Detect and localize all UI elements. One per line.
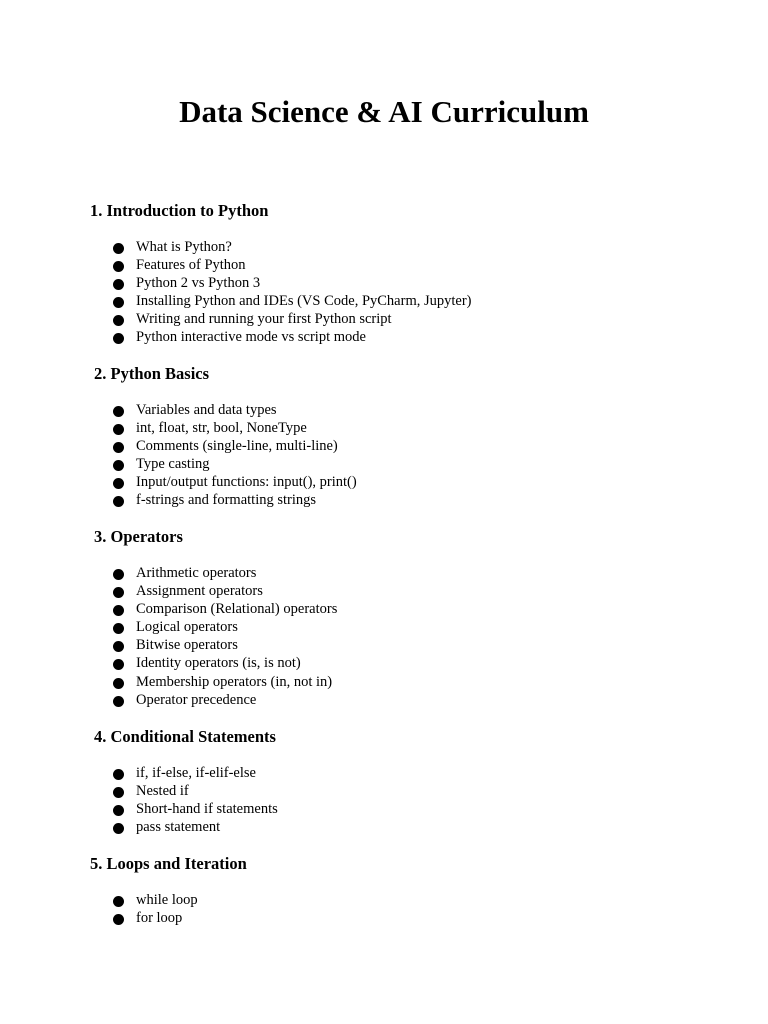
list-item-text: if, if-else, if-elif-else (136, 765, 256, 781)
bullet-icon (113, 805, 124, 816)
bullet-icon (113, 496, 124, 507)
section-heading: 3. Operators (94, 527, 183, 546)
bullet-icon (113, 623, 124, 634)
list-item-text: Type casting (136, 456, 210, 473)
list-item-text: Arithmetic operators (136, 565, 257, 581)
list-item-text: Installing Python and IDEs (VS Code, PyCharm, Jupyter) (136, 293, 472, 310)
list-item-text: Python interactive mode vs script mode (136, 329, 366, 346)
list-item-text: What is Python? (136, 239, 232, 255)
bullet-icon (113, 243, 124, 254)
bullet-icon (113, 478, 124, 489)
list-item-text: Identity operators (is, is not) (136, 655, 301, 672)
section-heading: 4. Conditional Statements (94, 727, 276, 746)
list-item-text: Variables and data types (136, 402, 277, 418)
list-item-text: Comments (single-line, multi-line) (136, 438, 338, 455)
list-item-text: Nested if (136, 783, 189, 800)
bullet-icon (113, 696, 124, 707)
list-item-text: int, float, str, bool, NoneType (136, 420, 307, 437)
bullet-icon (113, 678, 124, 689)
bullet-icon (113, 823, 124, 834)
bullet-icon (113, 406, 124, 417)
bullet-icon (113, 279, 124, 290)
bullet-icon (113, 315, 124, 326)
bullet-icon (113, 896, 124, 907)
list-item-text: Bitwise operators (136, 637, 238, 654)
list-item-text: Short-hand if statements (136, 801, 278, 818)
bullet-icon (113, 442, 124, 453)
section-heading: 1. Introduction to Python (90, 201, 269, 220)
bullet-icon (113, 460, 124, 471)
list-item-text: f-strings and formatting strings (136, 492, 317, 509)
section-heading: 2. Python Basics (94, 364, 210, 383)
bullet-icon (113, 424, 124, 435)
bullet-icon (113, 659, 124, 670)
list-item-text: Features of Python (136, 257, 246, 274)
list-item-text: for loop (136, 910, 183, 927)
document-title: Data Science & AI Curriculum (179, 94, 589, 129)
list-item-text: Comparison (Relational) operators (136, 601, 338, 618)
bullet-icon (113, 569, 124, 580)
bullet-icon (113, 769, 124, 780)
bullet-icon (113, 641, 124, 652)
bullet-icon (113, 787, 124, 798)
bullet-icon (113, 605, 124, 616)
list-item-text: Operator precedence (136, 691, 257, 708)
list-item-text: pass statement (136, 819, 221, 836)
list-item-text: Python 2 vs Python 3 (136, 275, 261, 292)
list-item-text: Assignment operators (136, 583, 263, 600)
list-item-text: Writing and running your first Python script (136, 311, 392, 328)
bullet-icon (113, 261, 124, 272)
section-heading: 5. Loops and Iteration (90, 854, 247, 873)
list-item-text: Input/output functions: input(), print() (136, 474, 357, 491)
bullet-icon (113, 333, 124, 344)
bullet-icon (113, 914, 124, 925)
list-item-text: while loop (136, 892, 198, 908)
bullet-icon (113, 297, 124, 308)
list-item-text: Logical operators (136, 619, 238, 636)
bullet-icon (113, 587, 124, 598)
list-item-text: Membership operators (in, not in) (136, 673, 333, 690)
